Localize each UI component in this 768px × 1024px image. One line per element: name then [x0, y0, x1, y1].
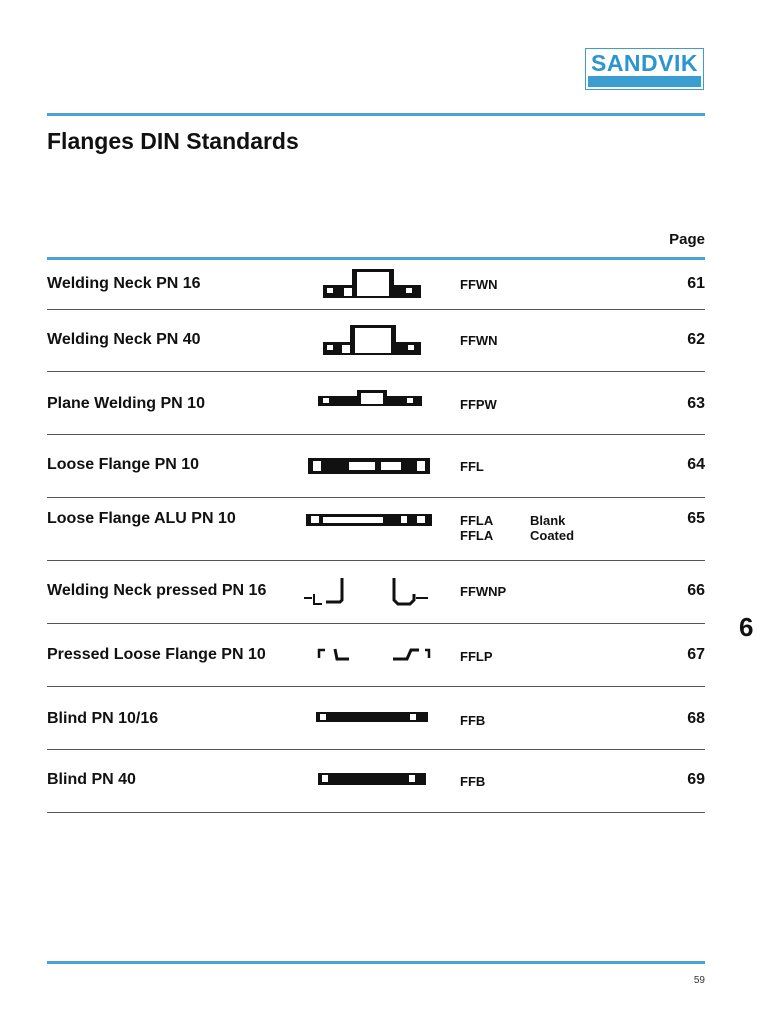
row-code: FFWNP [460, 584, 507, 599]
welding-neck-flange-icon [322, 267, 422, 301]
row-code-note: Blank [530, 513, 566, 528]
row-page: 63 [687, 395, 705, 412]
sandvik-logo [585, 48, 704, 90]
logo-bar [588, 76, 701, 87]
table-row [47, 624, 705, 687]
plane-welding-flange-icon [315, 387, 425, 411]
table-row [47, 260, 705, 310]
flange-table [47, 260, 705, 813]
table-row [47, 750, 705, 813]
row-page: 68 [687, 710, 705, 727]
row-code-secondary: FFLA [460, 528, 494, 543]
page-column-header: Page [669, 231, 705, 248]
page-title: Flanges DIN Standards [47, 128, 299, 154]
blind-flange-icon [317, 772, 427, 786]
header-rule [47, 113, 705, 116]
table-row [47, 687, 705, 750]
row-code-secondary-note: Coated [530, 528, 575, 543]
row-name: Welding Neck PN 16 [47, 275, 201, 292]
row-name: Blind PN 40 [47, 771, 136, 788]
chapter-number: 6 [739, 612, 754, 642]
table-row [47, 372, 705, 435]
row-name: Blind PN 10/16 [47, 710, 159, 727]
loose-flange-icon [307, 456, 431, 476]
row-code: FFB [460, 713, 486, 728]
welding-neck-flange-icon [322, 323, 422, 358]
row-code: FFWN [460, 333, 498, 348]
row-page: 66 [687, 582, 705, 599]
table-row [47, 561, 705, 624]
row-page: 65 [687, 510, 705, 527]
logo-text: SANDVIK [590, 50, 698, 76]
table-row [47, 435, 705, 498]
row-code: FFWN [460, 277, 498, 292]
row-name: Loose Flange PN 10 [47, 456, 200, 473]
row-page: 64 [687, 456, 705, 473]
row-page: 69 [687, 771, 705, 788]
row-page: 61 [687, 275, 705, 292]
row-name: Welding Neck pressed PN 16 [47, 582, 267, 599]
row-code: FFB [460, 774, 486, 789]
row-code: FFL [460, 459, 484, 474]
table-row [47, 310, 705, 372]
pressed-loose-flange-icon [315, 646, 433, 664]
row-name: Plane Welding PN 10 [47, 395, 205, 412]
row-code: FFLP [460, 649, 493, 664]
row-name: Welding Neck PN 40 [47, 331, 201, 348]
row-code: FFPW [460, 397, 497, 412]
table-row [47, 498, 705, 561]
row-name: Pressed Loose Flange PN 10 [47, 646, 266, 663]
welding-neck-pressed-icon [302, 574, 432, 610]
loose-flange-alu-icon [305, 512, 433, 528]
row-code: FFLA [460, 513, 494, 528]
row-page: 67 [687, 646, 705, 663]
row-name: Loose Flange ALU PN 10 [47, 510, 236, 527]
blind-flange-icon [315, 711, 429, 723]
row-page: 62 [687, 331, 705, 348]
footer-rule [47, 961, 705, 964]
footer-page-number: 59 [693, 975, 705, 986]
